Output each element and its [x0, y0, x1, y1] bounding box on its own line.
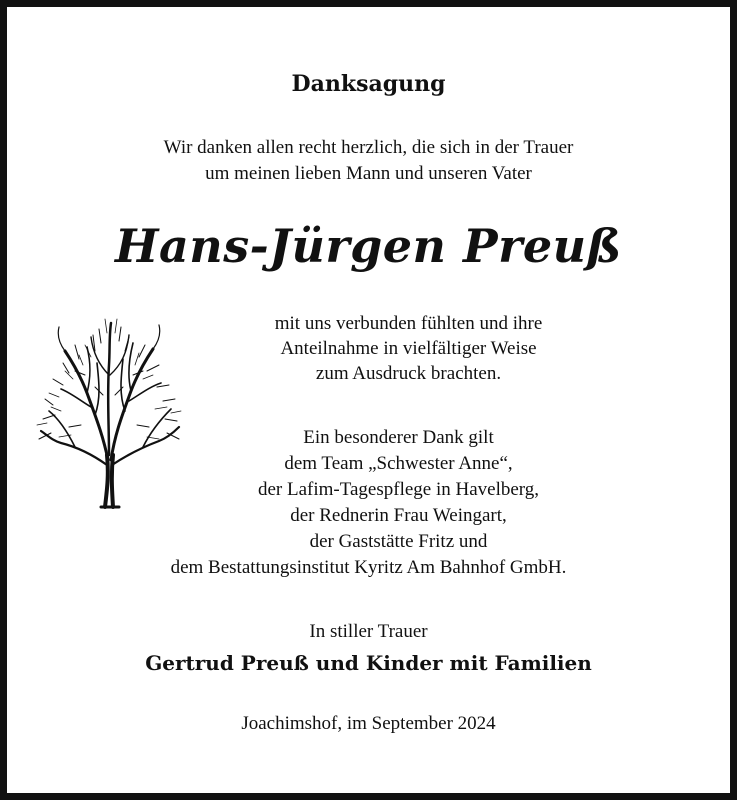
sympathy-line-2: Anteilnahme in vielfältiger Weise — [280, 338, 537, 359]
sympathy-line-3: zum Ausdruck brachten. — [315, 363, 502, 384]
deceased-name: Hans-Jürgen Preuß — [114, 219, 623, 273]
thanks-line-5: der Gaststätte Fritz und — [309, 531, 488, 552]
thanks-line-4: der Rednerin Frau Weingart, — [290, 505, 507, 526]
mourning-label: In stiller Trauer — [309, 621, 428, 642]
thanks-line-1: Ein besonderer Dank gilt — [303, 427, 494, 448]
sympathy-line-1: mit uns verbunden fühlten und ihre — [274, 313, 543, 334]
thanks-line-6: dem Bestattungsinstitut Kyritz Am Bahnhof GmbH. — [170, 557, 567, 578]
mourners-names: Gertrud Preuß und Kinder mit Familien — [145, 651, 592, 675]
place-and-date: Joachimshof, im September 2024 — [241, 713, 496, 734]
notice-heading: Danksagung — [291, 71, 446, 97]
intro-line-2: um meinen lieben Mann und unseren Vater — [205, 163, 532, 184]
thanks-line-2: dem Team „Schwester Anne“, — [284, 453, 513, 474]
tree-icon — [35, 315, 183, 510]
intro-line-1: Wir danken allen recht herzlich, die sich in der Trauer — [163, 137, 574, 158]
thanks-line-3: der Lafim-Tagespflege in Havelberg, — [257, 479, 540, 500]
